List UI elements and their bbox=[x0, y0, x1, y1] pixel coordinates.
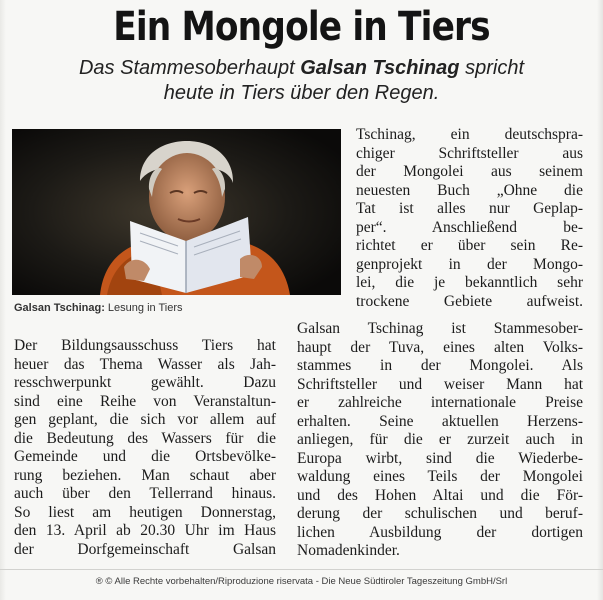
right-column-top bbox=[356, 126, 583, 311]
text-line: heuer das Thema Wasser als Jah- bbox=[14, 355, 276, 373]
text-line: gen geplant, die sich vor allem auf bbox=[14, 411, 276, 428]
text-line: derung der schulischen und beruf- bbox=[297, 505, 583, 522]
text-line: die Bedeutung des Wassers für die bbox=[14, 429, 276, 447]
text-line: trockene Gebiete aufweist. bbox=[356, 292, 583, 310]
photo-caption bbox=[14, 302, 183, 314]
text-line: Tschinag, ein deutschspra- bbox=[356, 126, 583, 143]
subheadline bbox=[20, 56, 583, 106]
text-line: erhalten. Seine aktuellen Herzens- bbox=[297, 412, 583, 430]
text-line: haupt der Tuva, eines alten Volks- bbox=[297, 338, 583, 356]
text-line: genprojekt in der Mongo- bbox=[356, 255, 583, 273]
article-photo bbox=[12, 129, 341, 295]
headline: Ein Mongole in Tiers bbox=[113, 4, 490, 50]
text-line: Schriftsteller und weiser Mann hat bbox=[297, 375, 583, 393]
text-line: waldung eines Teils der Mongolei bbox=[297, 468, 583, 485]
text-line: und des Hohen Altai und die För- bbox=[297, 486, 583, 504]
text-line: richtet er über sein Re- bbox=[356, 237, 583, 254]
text-line: anliegen, für die er zurzeit auch in bbox=[297, 431, 583, 448]
footer-divider bbox=[0, 569, 603, 570]
subheadline-pre: Das Stammesoberhaupt bbox=[78, 57, 301, 79]
subheadline-line-2: heute in Tiers über den Regen. bbox=[163, 82, 440, 104]
text-line: Galsan Tschinag ist Stammesober- bbox=[297, 320, 583, 337]
text-line: er zahlreiche internationale Preise bbox=[297, 394, 583, 411]
text-line: der Dorfgemeinschaft Galsan bbox=[14, 540, 276, 558]
text-line: neuesten Buch „Ohne die bbox=[356, 181, 583, 199]
text-line: lei, die je bekanntlich sehr bbox=[356, 274, 583, 291]
text-line: Der Bildungsausschuss Tiers hat bbox=[14, 337, 276, 354]
text-line: sind eine Reihe von Veranstaltun- bbox=[14, 392, 276, 410]
copyright-footer: ® © Alle Rechte vorbehalten/Riproduzione riservata - Die Neue Südtiroler Tageszeitung GmbH/Srl bbox=[95, 576, 508, 587]
caption-text: Lesung in Tiers bbox=[104, 302, 183, 314]
text-line: Nomadenkinder. bbox=[297, 542, 400, 559]
text-line: per“. Anschließend be- bbox=[356, 218, 583, 236]
text-line: chiger Schriftsteller aus bbox=[356, 144, 583, 162]
text-line: der Mongolei aus seinem bbox=[356, 163, 583, 180]
caption-name: Galsan Tschinag: bbox=[14, 302, 105, 314]
text-line: Europa wirbt, sind die Wiederbe- bbox=[297, 449, 583, 467]
text-line: lichen Ausbildung der dortigen bbox=[297, 523, 583, 541]
text-line: resschwerpunkt gewählt. Dazu bbox=[14, 374, 276, 391]
text-line: rung beziehen. Man schaut aber bbox=[14, 466, 276, 484]
left-column bbox=[14, 337, 276, 559]
subheadline-post: spricht bbox=[459, 57, 524, 79]
right-column-bottom bbox=[297, 320, 583, 561]
reading-man-photo-icon bbox=[12, 129, 341, 295]
text-line: auch über den Tellerrand hinaus. bbox=[14, 485, 276, 502]
text-line: So liest am heutigen Donnerstag, bbox=[14, 503, 276, 521]
subheadline-name: Galsan Tschinag bbox=[300, 57, 460, 79]
subheadline-line-1 bbox=[20, 56, 583, 81]
text-line: Gemeinde und die Ortsbevölke- bbox=[14, 448, 276, 465]
text-line: Tat ist alles nur Geplap- bbox=[356, 200, 583, 217]
text-line: den 13. April ab 20.30 Uhr im Haus bbox=[14, 522, 276, 539]
text-line: stammes in der Mongolei. Als bbox=[297, 357, 583, 374]
